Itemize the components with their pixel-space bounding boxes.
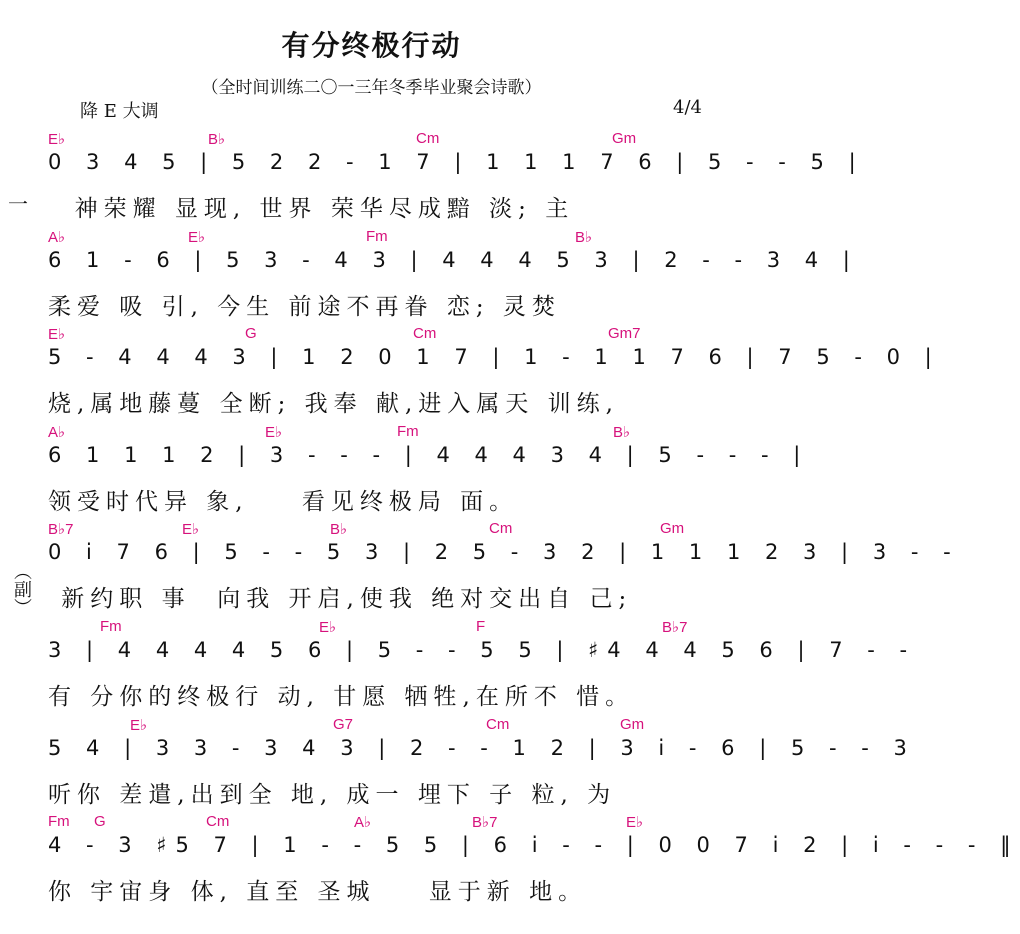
chorus-marker: （副） <box>11 562 32 616</box>
chord-label: A♭ <box>48 229 66 246</box>
key-signature: 降 E 大调 <box>80 101 159 122</box>
chord-label: E♭ <box>319 619 337 636</box>
chord-label: Gm7 <box>608 325 641 342</box>
chord-label: Gm <box>620 716 645 733</box>
chord-label: G7 <box>333 716 354 733</box>
notation-row: 6 1 - 6 | 5 3 - 4 3 | 4 4 4 5 3 | 2 - - 3 4 | <box>48 248 859 272</box>
notation-row: 5 - 4 4 4 3 | 1 2 0 1 7 | 1 - 1 1 7 6 | 7 5 - 0 | <box>48 345 941 369</box>
chord-label: B♭7 <box>48 521 74 538</box>
lyrics-row: 领受时代异 象, 看见终极局 面。 <box>48 489 519 515</box>
chord-label: E♭ <box>182 521 200 538</box>
song-title: 有分终极行动 <box>281 29 462 62</box>
chord-label: B♭7 <box>472 814 498 831</box>
lyrics-row: 你 宇宙身 体, 直至 圣城 显于新 地。 <box>48 879 588 905</box>
verse-marker: 一 <box>8 192 28 216</box>
chord-label: G <box>245 325 257 342</box>
chord-label: Cm <box>206 813 230 830</box>
song-subtitle: （全时间训练二〇一三年冬季毕业聚会诗歌） <box>201 78 542 98</box>
chord-row <box>48 520 738 540</box>
chord-row <box>48 130 738 150</box>
notation-row: 0 3 4 5 | 5 2 2 - 1 7 | 1 1 1 7 6 | 5 - - 5 | <box>48 150 865 174</box>
lyrics-row: 听你 差遣,出到全 地, 成一 埋下 子 粒, 为 <box>48 782 617 808</box>
chord-label: E♭ <box>48 326 66 343</box>
chord-label: Cm <box>486 716 510 733</box>
chord-label: Fm <box>48 813 70 830</box>
chord-label: A♭ <box>48 424 66 441</box>
notation-row: 5 4 | 3 3 - 3 4 3 | 2 - - 1 2 | 3 i - 6 | 5 - - 3 <box>48 736 916 760</box>
chord-label: Cm <box>489 520 513 537</box>
music-line-4 <box>48 423 810 521</box>
lyrics-row: 神荣耀 显现, 世界 荣华尽成黯 淡; 主 <box>48 196 575 222</box>
chord-label: Cm <box>413 325 437 342</box>
notation-row: 6 1 1 1 2 | 3 - - - | 4 4 4 3 4 | 5 - - - | <box>48 443 810 467</box>
chord-label: E♭ <box>130 717 148 734</box>
music-line-5 <box>48 520 960 618</box>
music-line-6 <box>48 618 917 716</box>
chord-label: B♭ <box>613 424 631 441</box>
chord-label: Fm <box>366 228 388 245</box>
notation-row: 3 | 4 4 4 4 5 6 | 5 - - 5 5 | ♯4 4 4 5 6 | 7 - - <box>48 638 917 662</box>
time-signature: 4/4 <box>673 97 702 118</box>
chord-label: B♭ <box>330 521 348 538</box>
chord-label: E♭ <box>626 814 644 831</box>
chord-row <box>48 325 738 345</box>
music-line-1 <box>48 130 865 228</box>
chord-label: Fm <box>100 618 122 635</box>
lyrics-row: 烧,属地藤蔓 全断; 我奉 献,进入属天 训练, <box>48 391 619 417</box>
chord-label: B♭7 <box>662 619 688 636</box>
notation-row: 4 - 3 ♯5 7 | 1 - - 5 5 | 6 i - - | 0 0 7 i 2 | i - - - ‖ <box>48 833 1020 857</box>
chord-label: Gm <box>612 130 637 147</box>
chord-label: B♭ <box>208 131 226 148</box>
music-line-2 <box>48 228 859 326</box>
chord-label: E♭ <box>188 229 206 246</box>
chord-row <box>48 618 738 638</box>
chord-label: E♭ <box>265 424 283 441</box>
music-line-3 <box>48 325 941 423</box>
chord-label: Gm <box>660 520 685 537</box>
notation-row: 0 i 7 6 | 5 - - 5 3 | 2 5 - 3 2 | 1 1 1 2 3 | 3 - - <box>48 540 960 564</box>
chord-row <box>48 716 738 736</box>
chord-label: Cm <box>416 130 440 147</box>
chord-label: B♭ <box>575 229 593 246</box>
chord-row <box>48 228 738 248</box>
chord-label: Fm <box>397 423 419 440</box>
music-line-8 <box>48 813 1020 911</box>
chord-label: F <box>476 618 486 635</box>
chord-row <box>48 423 738 443</box>
chord-label: E♭ <box>48 131 66 148</box>
chord-label: G <box>94 813 106 830</box>
chord-row <box>48 813 738 833</box>
chord-label: A♭ <box>354 814 372 831</box>
lyrics-row: 柔爱 吸 引, 今生 前途不再眷 恋; 灵焚 <box>48 294 561 320</box>
music-line-7 <box>48 716 916 814</box>
lyrics-row: 有 分你的终极行 动, 甘愿 牺牲,在所不 惜。 <box>48 684 635 710</box>
lyrics-row: 新约职 事 向我 开启,使我 绝对交出自 己; <box>48 586 633 612</box>
